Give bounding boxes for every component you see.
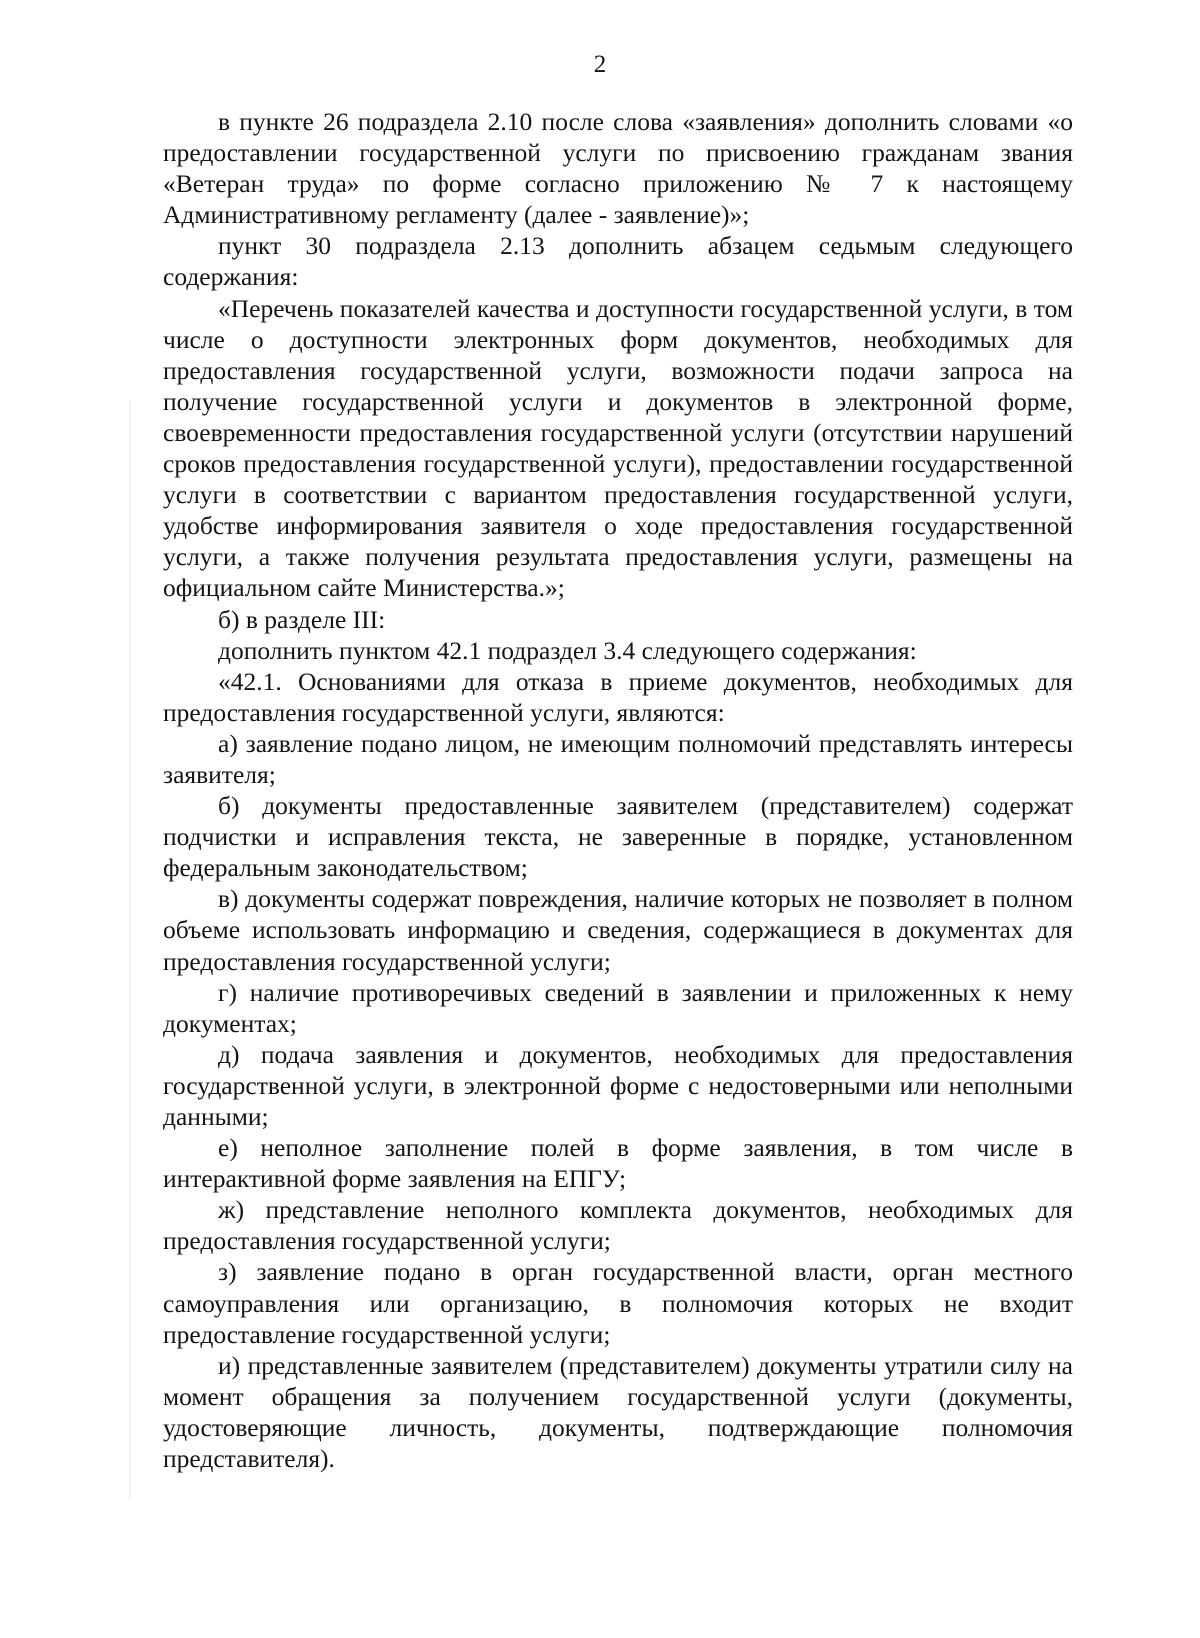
list-item-e: е) неполное заполнение полей в форме заявления, в том числе в интерактивной форме заявления на ЕПГУ; [163,1133,1073,1194]
list-item-v: в) документы содержат повреждения, наличие которых не позволяет в полном объеме использовать информацию и сведения, содержащиеся в документах для предоставления государственной услуги; [163,884,1073,976]
paragraph-item-42-1: «42.1. Основаниями для отказа в приеме документов, необходимых для предоставления государственной услуги, являются: [163,666,1073,727]
paragraph-add-item-42-1: дополнить пунктом 42.1 подраздел 3.4 следующего содержания: [218,635,917,665]
paragraph-amendment-item-30: пункт 30 подраздела 2.13 дополнить абзацем седьмым следующего содержания: [163,231,1073,292]
list-item-d: д) подача заявления и документов, необходимых для предоставления государственной услуги, в электронной форме с недостоверными или неполными данными; [163,1039,1073,1131]
list-item-a: а) заявление подано лицом, не имеющим полномочий представлять интересы заявителя; [163,728,1073,789]
list-item-b: б) документы предоставленные заявителем (представителем) содержат подчистки и исправления текста, не заверенные в порядке, установленном федеральным законодательством; [163,791,1073,883]
paragraph-section-iii: б) в разделе III: [218,604,386,634]
page-number: 2 [593,51,607,78]
document-body [163,106,1073,1474]
paragraph-amendment-item-26: в пункте 26 подраздела 2.10 после слова «заявления» дополнить словами «о предоставлении государственной услуги по присвоению гражданам звания «Ветеран труда» по форме согласно приложению № 7 к настоящему Административному регламенту (далее - заявление)»; [163,107,1073,230]
list-item-i: и) представленные заявителем (представителем) документы утратили силу на момент обращения за получением государственной услуги (документы, удостоверяющие личность, документы, подтверждающие полномочия представителя). [163,1350,1073,1474]
list-item-z: з) заявление подано в орган государственной власти, орган местного самоуправления или организацию, в полномочия которых не входит предоставление государственной услуги; [163,1257,1073,1349]
paragraph-quality-indicators: «Перечень показателей качества и доступности государственной услуги, в том числе о доступности электронных форм документов, необходимых для предоставления государственной услуги, возможности подачи запроса на получение государственной услуги и документов в электронной форме, своевременности предоставления государственной услуги (отсутствии нарушений сроков предоставления государственной услуги), предоставлении государственной услуги в соответствии с вариантом предоставления государственной услуги, удобстве информирования заявителя о ходе предоставления государственной услуги, а также получения результата предоставления услуги, размещены на официальном сайте Министерства.»; [163,293,1073,603]
list-item-g: г) наличие противоречивых сведений в заявлении и приложенных к нему документах; [163,977,1073,1038]
list-item-zh: ж) представление неполного комплекта документов, необходимых для предоставления государственной услуги; [163,1195,1073,1256]
